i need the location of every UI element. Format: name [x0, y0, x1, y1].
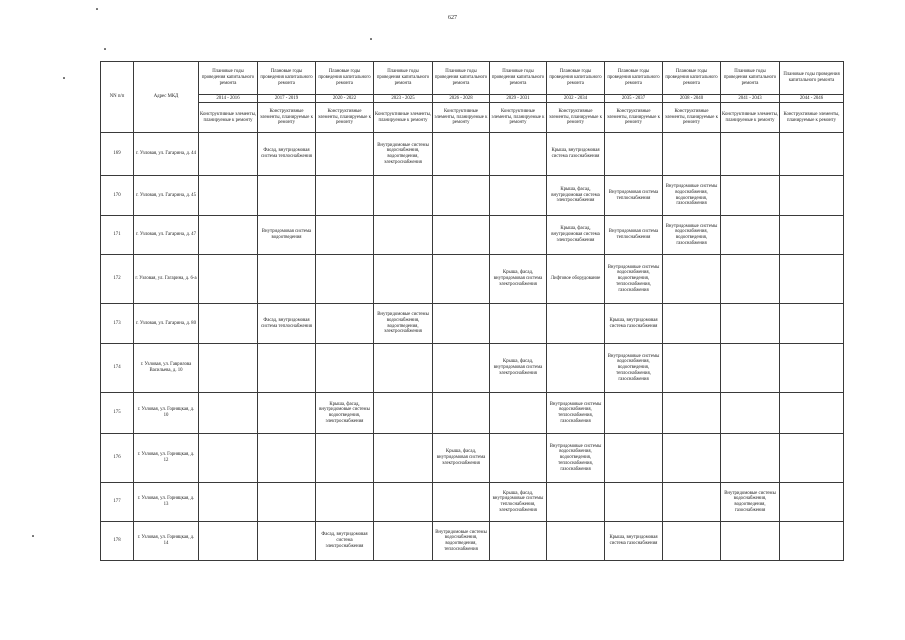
repair-elements-cell	[433, 216, 490, 255]
repair-elements-cell	[433, 483, 490, 522]
repair-elements-cell: Внутридомовая система водоотведения	[258, 216, 316, 255]
element-label: Конструктивные элементы, планируемые к ремонту	[605, 103, 663, 133]
address-column-header: Адрес МКД	[134, 62, 199, 133]
period-header: Плановые годы проведения капитального ремонта	[780, 62, 844, 95]
repair-elements-cell	[316, 483, 374, 522]
period-years-row	[101, 95, 844, 103]
repair-elements-cell	[663, 522, 721, 561]
table-row	[101, 522, 844, 561]
repair-elements-cell: Внутридомовые системы водоснабжения, водоотведения, теплоснабжения, газоснабжения	[547, 434, 605, 483]
period-years: 2020 - 2022	[316, 95, 374, 103]
period-years: 2035 - 2037	[605, 95, 663, 103]
repair-elements-cell	[316, 176, 374, 216]
repair-elements-cell: Внутридомовые системы водоснабжения, водоотведения, газоснабжения	[663, 216, 721, 255]
period-years: 2044 - 2046	[780, 95, 844, 103]
page-number: 627	[448, 15, 457, 21]
repair-elements-cell	[199, 344, 258, 393]
element-label: Конструктивные элементы, планируемые к ремонту	[490, 103, 547, 133]
repair-elements-cell	[374, 483, 433, 522]
period-years: 2029 - 2031	[490, 95, 547, 103]
building-address: г. Узловая, ул. Гагарина, д. 44	[134, 133, 199, 176]
repair-elements-cell	[721, 344, 780, 393]
repair-elements-cell	[316, 344, 374, 393]
header-row	[101, 62, 844, 95]
repair-elements-cell	[721, 176, 780, 216]
repair-elements-cell	[490, 434, 547, 483]
repair-elements-cell: Внутридомовая система теплоснабжения	[605, 216, 663, 255]
repair-elements-cell	[258, 393, 316, 434]
repair-elements-cell	[374, 255, 433, 304]
period-header: Плановые годы проведения капитального ремонта	[433, 62, 490, 95]
repair-elements-cell	[490, 522, 547, 561]
period-years: 2041 - 2043	[721, 95, 780, 103]
repair-elements-cell	[547, 483, 605, 522]
repair-elements-cell: Внутридомовые системы водоснабжения, водоотведения, теплоснабжения, газоснабжения	[605, 344, 663, 393]
capital-repair-table	[100, 61, 844, 561]
repair-elements-cell	[663, 434, 721, 483]
repair-elements-cell	[316, 216, 374, 255]
element-label-row	[101, 103, 844, 133]
repair-elements-cell	[605, 434, 663, 483]
repair-elements-cell	[490, 216, 547, 255]
element-label: Конструктивные элементы, планируемые к ремонту	[721, 103, 780, 133]
repair-elements-cell	[374, 434, 433, 483]
repair-elements-cell: Внутридомовые системы водоснабжения, теплоснабжения, газоснабжения	[547, 393, 605, 434]
repair-elements-cell	[490, 393, 547, 434]
element-label: Конструктивные элементы, планируемые к ремонту	[780, 103, 844, 133]
period-header: Плановые годы проведения капитального ремонта	[374, 62, 433, 95]
repair-elements-cell	[721, 304, 780, 344]
repair-elements-cell: Внутридомовая система теплоснабжения	[605, 176, 663, 216]
row-number: 171	[101, 216, 134, 255]
repair-elements-cell	[780, 344, 844, 393]
repair-elements-cell: Крыша, фасад, внутридомовая система электроснабжения	[490, 255, 547, 304]
scan-speck	[63, 77, 65, 79]
repair-elements-cell	[374, 344, 433, 393]
repair-elements-cell: Крыша, фасад, внутридомовая система электроснабжения	[433, 434, 490, 483]
repair-elements-cell	[316, 304, 374, 344]
repair-elements-cell	[374, 393, 433, 434]
table-row	[101, 255, 844, 304]
repair-elements-cell	[721, 434, 780, 483]
repair-elements-cell	[780, 133, 844, 176]
building-address: г. Узловая, ул. Гагарина, д. 45	[134, 176, 199, 216]
repair-elements-cell	[433, 255, 490, 304]
repair-elements-cell	[780, 393, 844, 434]
repair-elements-cell	[780, 176, 844, 216]
period-header: Плановые годы проведения капитального ремонта	[316, 62, 374, 95]
repair-elements-cell	[605, 483, 663, 522]
repair-elements-cell	[199, 255, 258, 304]
period-years: 2038 - 2040	[663, 95, 721, 103]
repair-elements-cell: Внутридомовые системы водоснабжения, водоотведения, газоснабжения	[663, 176, 721, 216]
repair-elements-cell: Внутридомовые системы водоснабжения, водоотведения, электроснабжения	[374, 133, 433, 176]
building-address: г. Узловая, ул. Гаврилова Васильева, д. 10	[134, 344, 199, 393]
building-address: г. Узловая, ул. Горняцкая, д. 13	[134, 483, 199, 522]
scan-speck	[104, 48, 106, 50]
repair-elements-cell: Фасад, внутридомовая система электроснабжения	[316, 522, 374, 561]
repair-elements-cell	[721, 216, 780, 255]
repair-elements-cell	[199, 434, 258, 483]
table-row	[101, 176, 844, 216]
period-header: Плановые годы проведения капитального ремонта	[721, 62, 780, 95]
table-row	[101, 344, 844, 393]
repair-elements-cell	[433, 176, 490, 216]
repair-elements-cell	[258, 344, 316, 393]
repair-elements-cell	[374, 216, 433, 255]
table-row	[101, 483, 844, 522]
period-years: 2014 - 2016	[199, 95, 258, 103]
scan-speck	[32, 535, 34, 537]
num-column-header: NN п/п	[101, 62, 134, 133]
repair-elements-cell	[663, 344, 721, 393]
building-address: г. Узловая, ул. Горняцкая, д. 14	[134, 522, 199, 561]
repair-elements-cell	[663, 483, 721, 522]
repair-elements-cell: Внутридомовые системы водоснабжения, водоотведения, теплоснабжения, газоснабжения	[605, 255, 663, 304]
repair-elements-cell	[199, 304, 258, 344]
building-address: г. Узловая, ул. Гагарина, д. 80	[134, 304, 199, 344]
repair-elements-cell	[258, 483, 316, 522]
repair-elements-cell: Внутридомовые системы водоснабжения, водоотведения, теплоснабжения	[433, 522, 490, 561]
repair-elements-cell	[547, 344, 605, 393]
table-row	[101, 304, 844, 344]
repair-elements-cell	[663, 255, 721, 304]
period-header: Плановые годы проведения капитального ремонта	[663, 62, 721, 95]
row-number: 173	[101, 304, 134, 344]
repair-elements-cell	[374, 176, 433, 216]
row-number: 174	[101, 344, 134, 393]
table-row	[101, 393, 844, 434]
repair-elements-cell	[547, 304, 605, 344]
repair-elements-cell	[663, 133, 721, 176]
repair-elements-cell	[490, 304, 547, 344]
scan-speck	[370, 38, 372, 40]
building-address: г. Узловая, ул. Гагарина, д. 6-а	[134, 255, 199, 304]
element-label: Конструктивные элементы, планируемые к ремонту	[258, 103, 316, 133]
element-label: Конструктивные элементы, планируемые к ремонту	[663, 103, 721, 133]
repair-elements-cell	[721, 393, 780, 434]
repair-elements-cell	[663, 304, 721, 344]
scan-speck	[96, 8, 98, 10]
repair-elements-cell	[780, 216, 844, 255]
repair-elements-cell: Крыша, внутридомовая система газоснабжения	[547, 133, 605, 176]
period-header: Плановые годы проведения капитального ремонта	[199, 62, 258, 95]
building-address: г. Узловая, ул. Горняцкая, д. 12	[134, 434, 199, 483]
row-number: 176	[101, 434, 134, 483]
repair-elements-cell	[780, 483, 844, 522]
period-years: 2017 - 2019	[258, 95, 316, 103]
building-address: г. Узловая, ул. Горняцкая, д. 10	[134, 393, 199, 434]
element-label: Конструктивные элементы, планируемые к ремонту	[433, 103, 490, 133]
repair-elements-cell	[199, 176, 258, 216]
repair-elements-cell	[547, 522, 605, 561]
repair-elements-cell	[433, 344, 490, 393]
period-years: 2023 - 2025	[374, 95, 433, 103]
repair-elements-cell	[721, 522, 780, 561]
repair-elements-cell	[316, 434, 374, 483]
row-number: 169	[101, 133, 134, 176]
repair-elements-cell	[663, 393, 721, 434]
row-number: 175	[101, 393, 134, 434]
repair-elements-cell	[316, 255, 374, 304]
repair-elements-cell: Крыша, фасад, внутридомовая система электроснабжения	[547, 176, 605, 216]
period-years: 2026 - 2028	[433, 95, 490, 103]
repair-elements-cell	[199, 522, 258, 561]
row-number: 177	[101, 483, 134, 522]
repair-elements-cell: Лифтовое оборудование	[547, 255, 605, 304]
repair-elements-cell	[258, 255, 316, 304]
repair-elements-cell: Крыша, фасад, внутридомовая система электроснабжения	[547, 216, 605, 255]
repair-elements-cell: Крыша, внутридомовая система газоснабжения	[605, 304, 663, 344]
table-row	[101, 216, 844, 255]
repair-elements-cell: Крыша, фасад, внутридомовые системы теплоснабжения, электроснабжения	[490, 483, 547, 522]
period-header: Плановые годы проведения капитального ремонта	[605, 62, 663, 95]
repair-elements-cell	[433, 133, 490, 176]
repair-elements-cell: Внутридомовые системы водоснабжения, водоотведения, газоснабжения	[721, 483, 780, 522]
repair-elements-cell	[605, 393, 663, 434]
repair-elements-cell	[316, 133, 374, 176]
repair-elements-cell	[199, 216, 258, 255]
element-label: Конструктивные элементы, планируемые к ремонту	[316, 103, 374, 133]
element-label: Конструктивные элементы, планируемые к ремонту	[547, 103, 605, 133]
row-number: 172	[101, 255, 134, 304]
period-header: Плановые годы проведения капитального ремонта	[258, 62, 316, 95]
repair-elements-cell	[258, 176, 316, 216]
table-body	[101, 133, 844, 561]
element-label: Конструктивные элементы, планируемые к ремонту	[374, 103, 433, 133]
repair-elements-cell	[199, 133, 258, 176]
repair-elements-cell	[490, 133, 547, 176]
repair-elements-cell	[258, 522, 316, 561]
repair-elements-cell: Внутридомовые системы водоснабжения, водоотведения, электроснабжения	[374, 304, 433, 344]
repair-elements-cell	[721, 255, 780, 304]
repair-elements-cell	[374, 522, 433, 561]
element-label: Конструктивные элементы, планируемые к ремонту	[199, 103, 258, 133]
repair-elements-cell	[199, 483, 258, 522]
period-years: 2032 - 2034	[547, 95, 605, 103]
repair-elements-cell: Фасад, внутридомовая система теплоснабжения	[258, 133, 316, 176]
repair-elements-cell	[780, 434, 844, 483]
repair-elements-cell	[780, 255, 844, 304]
repair-elements-cell	[258, 434, 316, 483]
repair-elements-cell	[433, 393, 490, 434]
repair-elements-cell: Крыша, фасад, внутридомовые системы водоотведения, электроснабжения	[316, 393, 374, 434]
repair-elements-cell: Крыша, внутридомовая система газоснабжения	[605, 522, 663, 561]
repair-elements-cell	[780, 522, 844, 561]
repair-elements-cell	[605, 133, 663, 176]
table-row	[101, 434, 844, 483]
table-row	[101, 133, 844, 176]
repair-elements-cell	[780, 304, 844, 344]
repair-elements-cell	[721, 133, 780, 176]
repair-elements-cell: Крыша, фасад, внутридомовая система электроснабжения	[490, 344, 547, 393]
row-number: 178	[101, 522, 134, 561]
repair-elements-cell: Фасад, внутридомовая система теплоснабжения	[258, 304, 316, 344]
building-address: г. Узловая, ул. Гагарина, д. 47	[134, 216, 199, 255]
row-number: 170	[101, 176, 134, 216]
repair-elements-cell	[490, 176, 547, 216]
repair-elements-cell	[433, 304, 490, 344]
repair-elements-cell	[199, 393, 258, 434]
period-header: Плановые годы проведения капитального ремонта	[490, 62, 547, 95]
period-header: Плановые годы проведения капитального ремонта	[547, 62, 605, 95]
